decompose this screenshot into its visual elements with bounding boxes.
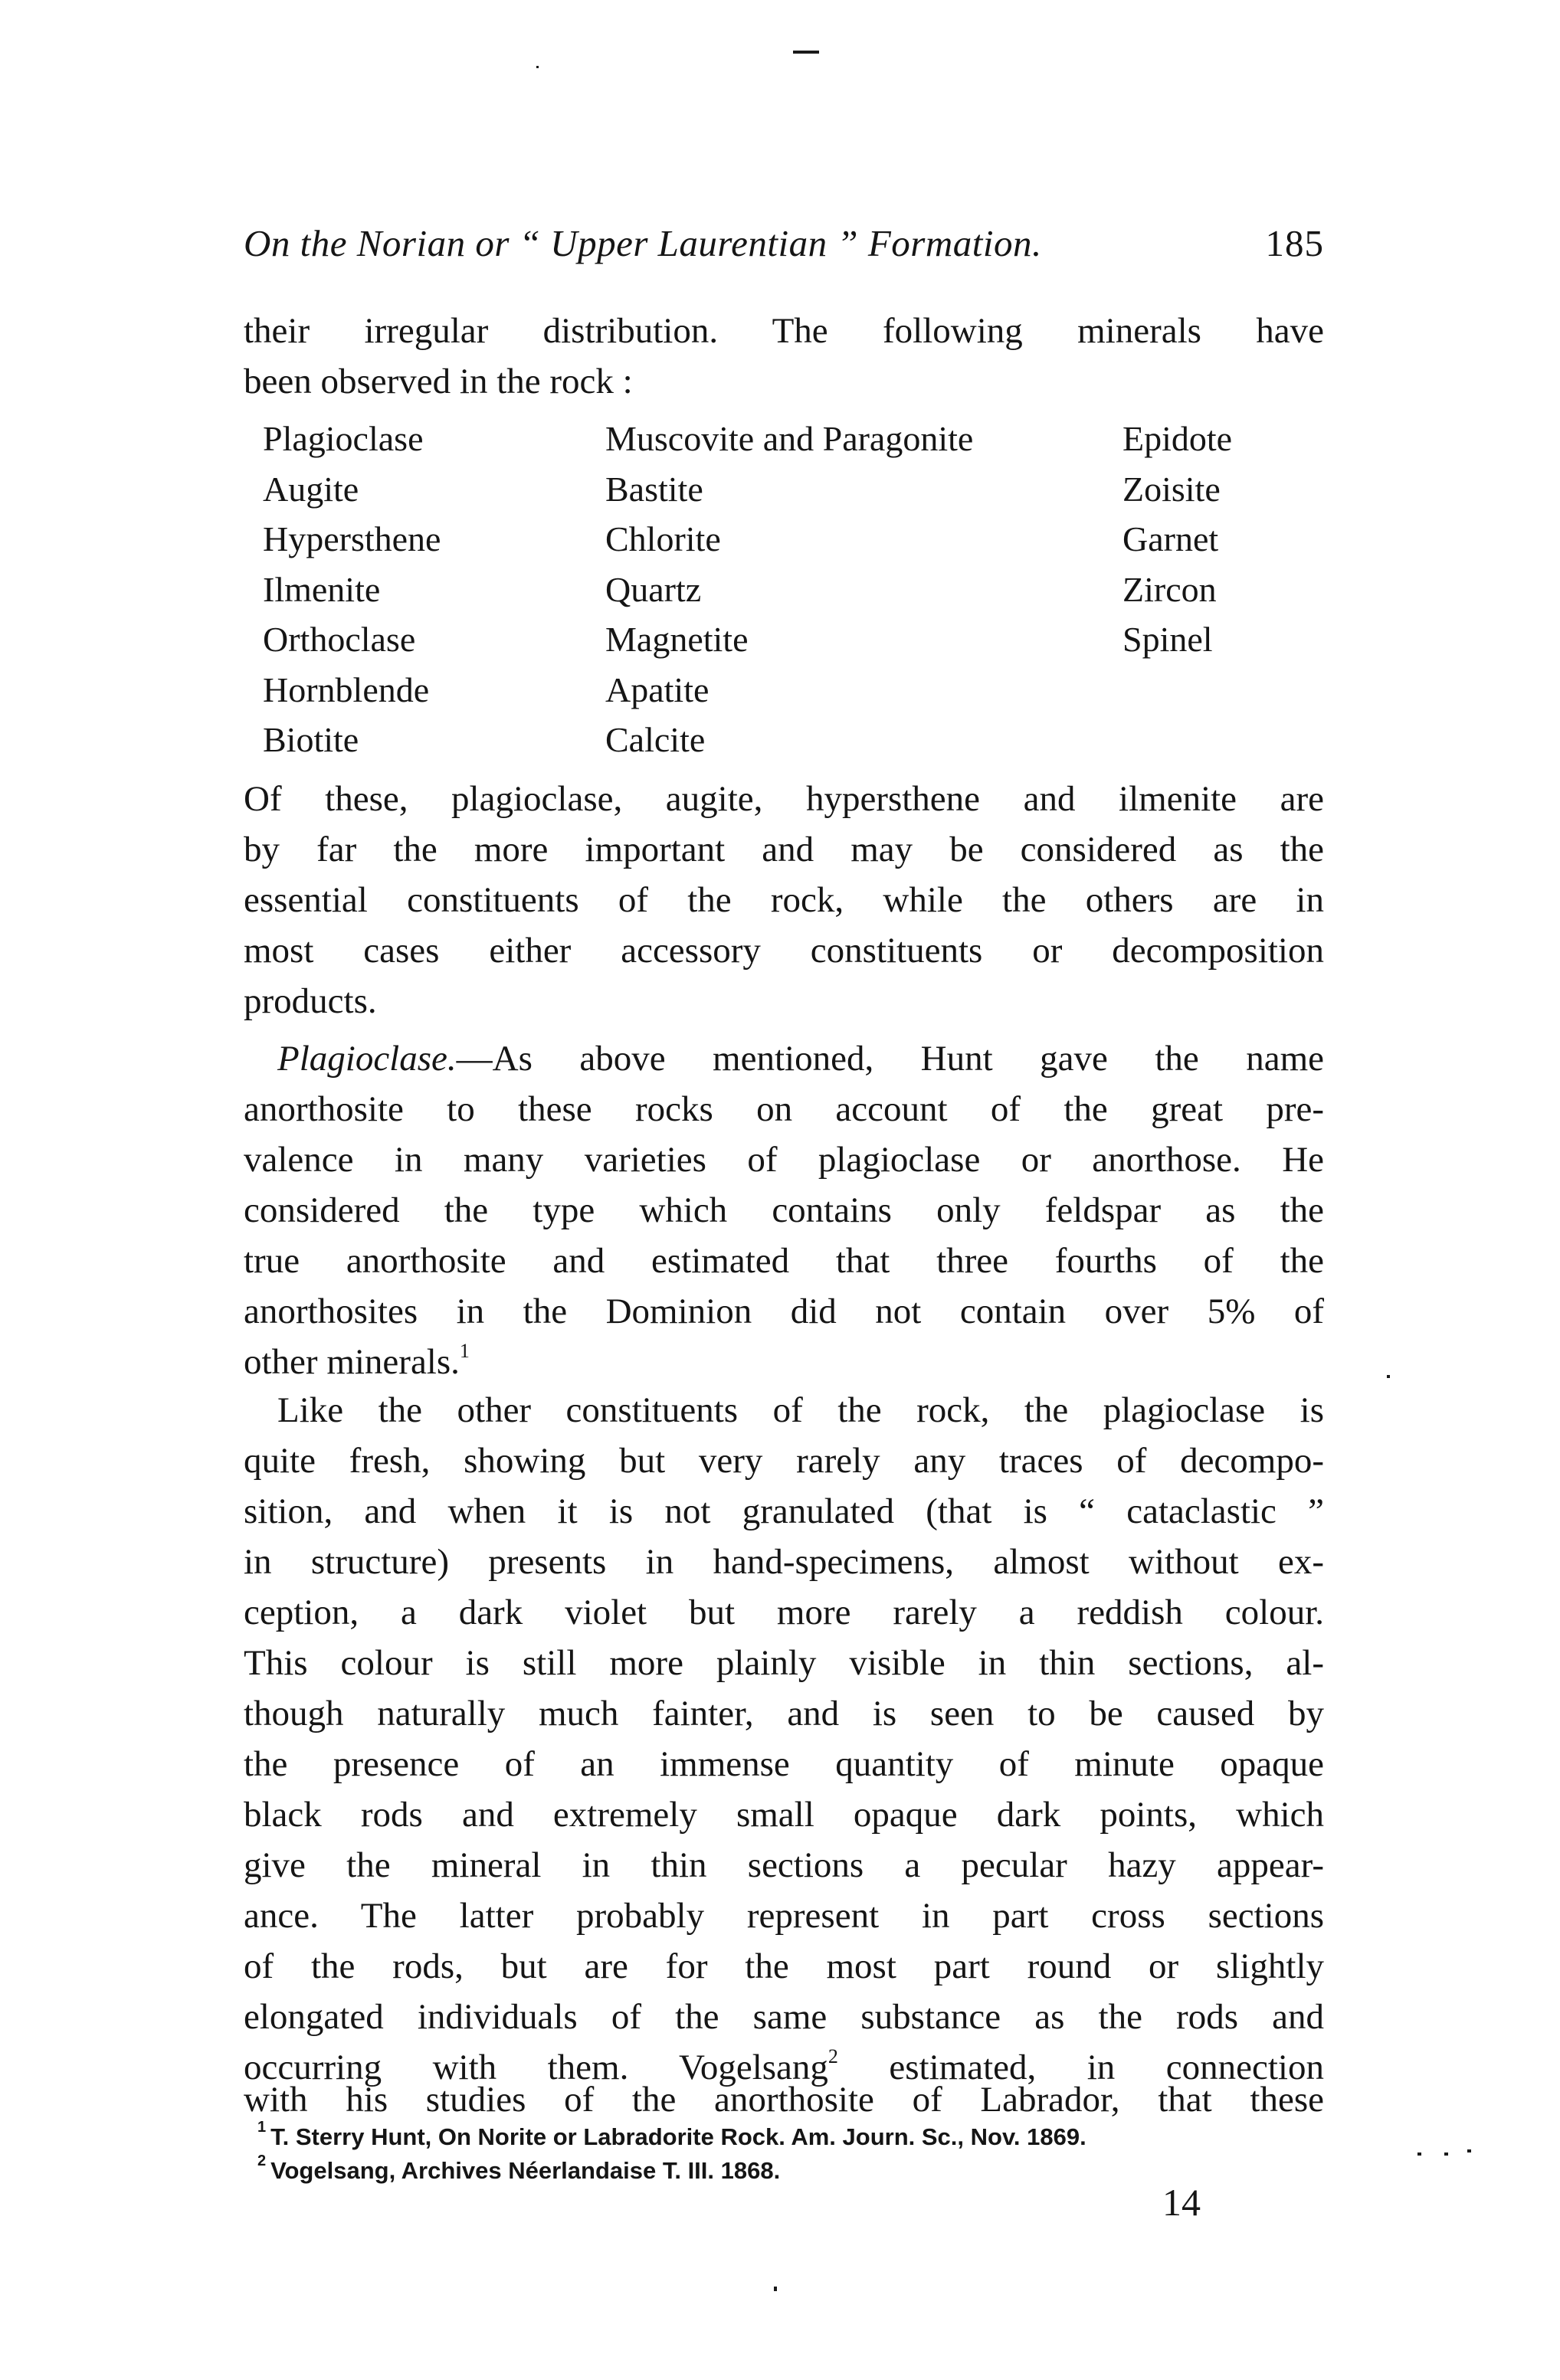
paragraph-line: anorthosite to these rocks on account of the great pre- <box>244 1089 1324 1129</box>
paragraph-line: with his studies of the anorthosite of Labrador, that these <box>244 2080 1324 2120</box>
paragraph-line: give the mineral in thin sections a pecular hazy appear- <box>244 1845 1324 1885</box>
paragraph-line: of the rods, but are for the most part round or slightly <box>244 1946 1324 1986</box>
mineral-name: Zircon <box>1122 569 1217 609</box>
paragraph-line: This colour is still more plainly visible in thin sections, al- <box>244 1643 1324 1683</box>
mineral-name: Plagioclase <box>263 419 424 458</box>
paragraph-line <box>244 1337 1324 1387</box>
paragraph-line: products. <box>244 981 377 1021</box>
intro-line: been observed in the rock : <box>244 362 633 401</box>
mineral-name: Hornblende <box>263 669 430 709</box>
paragraph-line: in structure) presents in hand-specimens, almost without ex- <box>244 1542 1324 1582</box>
mineral-name: Garnet <box>1122 519 1219 558</box>
paragraph-line: though naturally much fainter, and is seen to be caused by <box>244 1694 1324 1733</box>
paragraph-line: anorthosites in the Dominion did not contain over 5% of <box>244 1291 1324 1331</box>
print-speck <box>536 66 539 68</box>
section-heading: Plagioclase. <box>277 1039 457 1079</box>
print-speck <box>1444 2152 1448 2156</box>
paragraph-line: Of these, plagioclase, augite, hypersthene and ilmenite are <box>244 779 1324 819</box>
paragraph-line: Like the other constituents of the rock, the plagioclase is <box>277 1390 1324 1430</box>
mineral-column-1 <box>263 414 441 765</box>
mineral-name: Quartz <box>605 569 702 609</box>
footnote <box>257 2120 1345 2154</box>
paragraph-line: quite fresh, showing but very rarely any traces of decompo- <box>244 1441 1324 1481</box>
paragraph-line: ance. The latter probably represent in part cross sections <box>244 1896 1324 1936</box>
mineral-column-2 <box>605 414 973 765</box>
paragraph-line <box>277 1033 1324 1084</box>
paragraph-line: by far the more important and may be considered as the <box>244 830 1324 869</box>
intro-line: their irregular distribution. The following minerals have <box>244 311 1324 351</box>
mineral-name: Calcite <box>605 720 706 759</box>
mineral-column-3 <box>1122 414 1232 665</box>
paragraph-line: essential constituents of the rock, while the others are in <box>244 880 1324 920</box>
footnote-ref: 1 <box>459 1340 470 1363</box>
paragraph-line: valence in many varieties of plagioclase or anorthose. He <box>244 1140 1324 1180</box>
mineral-name: Zoisite <box>1122 469 1221 509</box>
print-speck <box>1387 1375 1390 1378</box>
mineral-name: Spinel <box>1122 620 1213 659</box>
paragraph-text: occurring with them. Vogelsang <box>244 2048 828 2087</box>
footnote-mark: 1 <box>257 2118 267 2136</box>
paragraph-text: estimated, in connection <box>837 2048 1324 2087</box>
mineral-name: Biotite <box>263 720 359 759</box>
paragraph-line: black rods and extremely small opaque dark points, which <box>244 1795 1324 1835</box>
print-speck <box>774 2287 777 2291</box>
mineral-name: Muscovite and Paragonite <box>605 419 974 458</box>
footnote-text: Vogelsang, Archives Néerlandaise T. III. 1868. <box>270 2157 781 2184</box>
mineral-list <box>263 414 1336 766</box>
footnote-mark: 2 <box>257 2152 267 2169</box>
print-speck <box>1417 2152 1421 2156</box>
signature-mark: 14 <box>1162 2181 1201 2224</box>
paragraph-line: sition, and when it is not granulated (that is “ cataclastic ” <box>244 1491 1324 1531</box>
print-speck <box>1467 2149 1471 2152</box>
paragraph-line: true anorthosite and estimated that three fourths of the <box>244 1241 1324 1281</box>
print-speck <box>793 51 819 54</box>
paragraph-line: most cases either accessory constituents or decomposition <box>244 931 1324 971</box>
mineral-name: Apatite <box>605 669 710 709</box>
paragraph-line: ception, a dark violet but more rarely a reddish colour. <box>244 1593 1324 1632</box>
paragraph-line: elongated individuals of the same substance as the rods and <box>244 1997 1324 2037</box>
mineral-name: Orthoclase <box>263 620 416 659</box>
mineral-name: Ilmenite <box>263 569 381 609</box>
paragraph-text: other minerals. <box>244 1342 460 1382</box>
running-head-title: On the Norian or “ Upper Laurentian ” Formation. <box>244 222 1042 264</box>
mineral-name: Bastite <box>605 469 703 509</box>
paragraph-text: —As above mentioned, Hunt gave the name <box>456 1039 1324 1079</box>
page-number: 185 <box>1265 222 1324 264</box>
mineral-name: Chlorite <box>605 519 721 558</box>
mineral-name: Magnetite <box>605 620 749 659</box>
mineral-name: Hypersthene <box>263 519 441 558</box>
paragraph-line: considered the type which contains only feldspar as the <box>244 1190 1324 1230</box>
mineral-name: Augite <box>263 469 359 509</box>
mineral-name: Epidote <box>1122 419 1233 458</box>
paragraph-line: the presence of an immense quantity of minute opaque <box>244 1744 1324 1784</box>
footnote-text: T. Sterry Hunt, On Norite or Labradorite Rock. Am. Journ. Sc., Nov. 1869. <box>270 2123 1086 2150</box>
running-head <box>244 217 1324 270</box>
footnote-ref: 2 <box>828 2045 838 2068</box>
